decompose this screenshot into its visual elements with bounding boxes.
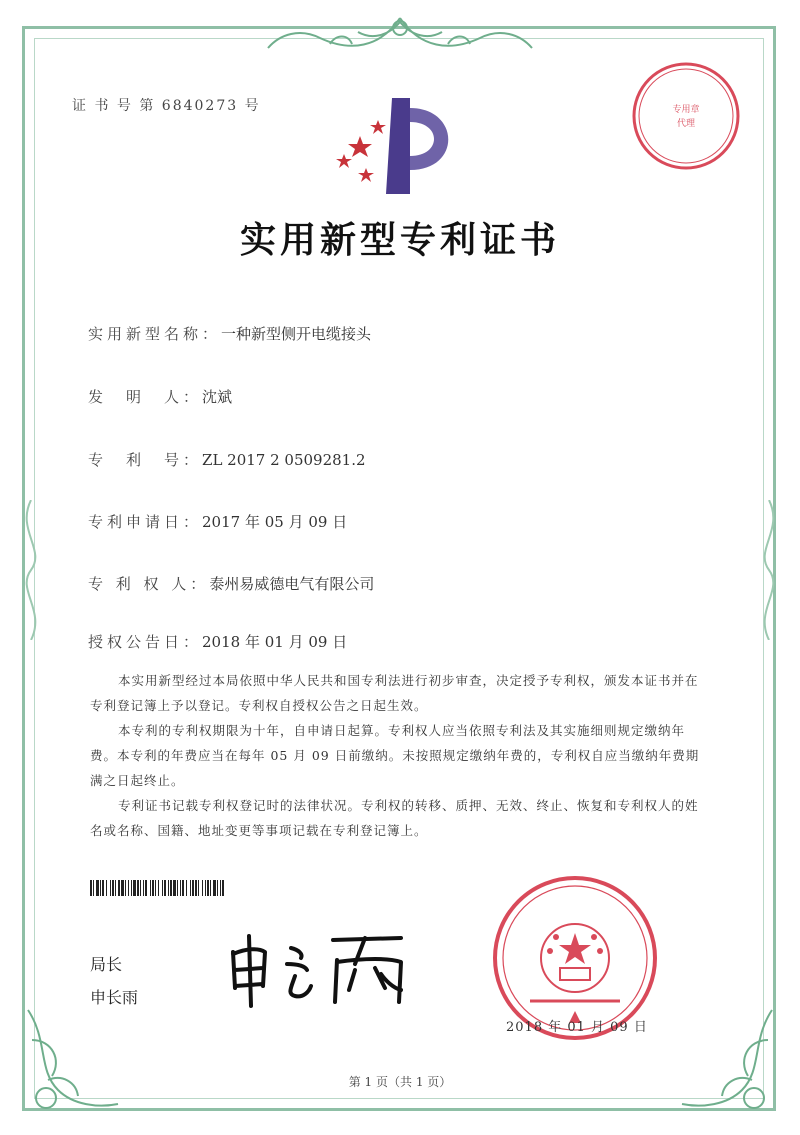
certificate-title: 实用新型专利证书 — [239, 220, 560, 261]
field-value: 2017 年 05 月 09 日 — [202, 513, 348, 531]
field-value: 沈斌 — [202, 388, 233, 406]
certificate-number: 证 书 号 第 6840273 号 — [72, 98, 261, 114]
paragraph: 专利证书记载专利权登记时的法律状况。专利权的转移、质押、无效、终止、恢复和专利权人的姓名或名称、国籍、地址变更等事项记载在专利登记簿上。 — [90, 798, 699, 838]
field-label: 实用新型名称： — [88, 325, 222, 343]
field-grant-date — [88, 631, 347, 652]
field-patentee — [88, 573, 374, 594]
certificate-body — [90, 668, 710, 843]
svg-text:代理: 代理 — [676, 119, 696, 129]
page-number: 第 1 页（共 1 页） — [348, 1075, 452, 1089]
bottom-right-ornament — [672, 1000, 782, 1120]
field-inventor — [88, 386, 232, 407]
field-value: 2018 年 01 月 09 日 — [202, 633, 348, 651]
right-ornament — [754, 500, 784, 640]
official-role: 局长 — [90, 955, 123, 974]
top-ornament — [260, 8, 540, 60]
bottom-left-ornament — [18, 1000, 128, 1120]
field-label: 专 利 号： — [88, 451, 203, 469]
svg-text:专用章: 专用章 — [672, 105, 700, 115]
paragraph: 本实用新型经过本局依照中华人民共和国专利法进行初步审查，决定授予专利权，颁发本证书并在专利登记簿上予以登记。专利权自授权公告之日起生效。 — [90, 673, 699, 713]
patent-office-emblem — [330, 96, 470, 196]
field-label: 发 明 人： — [88, 388, 203, 406]
barcode-bar — [222, 880, 224, 896]
field-patent-number — [88, 449, 366, 470]
field-value: 一种新型侧开电缆接头 — [221, 325, 372, 343]
field-label: 专 利 权 人： — [88, 575, 210, 593]
director-signature — [225, 930, 415, 1010]
official-name: 申长雨 — [90, 988, 139, 1007]
barcode — [90, 880, 380, 896]
field-label: 授权公告日： — [88, 633, 203, 651]
field-utility-model-name — [88, 323, 371, 344]
left-ornament — [16, 500, 46, 640]
field-value: ZL 2017 2 0509281.2 — [202, 451, 366, 469]
issue-date: 2018 年 01 月 09 日 — [506, 1020, 648, 1035]
paragraph: 本专利的专利权期限为十年，自申请日起算。专利权人应当依照专利法及其实施细则规定缴纳年费。本专利的年费应当在每年 05 月 09 日前缴纳。未按照规定缴纳年费的，专利权自应当缴纳年费期满之日起终止。 — [90, 723, 700, 788]
field-label: 专利申请日： — [88, 513, 203, 531]
field-value: 泰州易威德电气有限公司 — [209, 575, 375, 593]
agency-seal — [630, 60, 742, 172]
field-application-date — [88, 511, 347, 532]
